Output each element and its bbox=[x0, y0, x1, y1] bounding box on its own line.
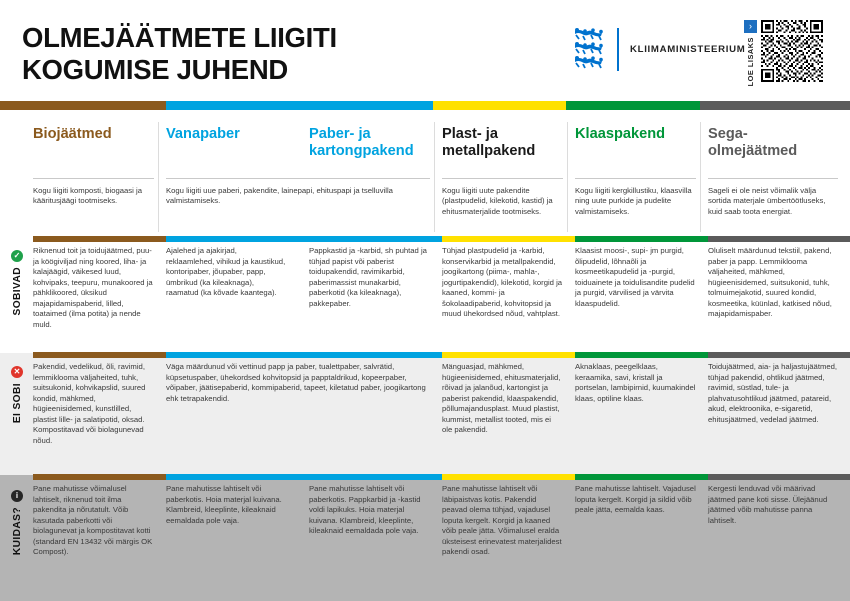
cell-sobivad: Klaasist moosi-, supi- jm purgid, õlipudelid, lõhnaõli ja kosmeetikapudelid ja -purgid, toiduainete ja toidulisandite pudelid ja purgid, värvilised ja värvita klaaspudelid. bbox=[575, 246, 695, 308]
column-rule bbox=[442, 178, 563, 179]
column-description: Kogu liigiti komposti, biogaasi ja kääritusjäägi tootmiseks. bbox=[33, 186, 142, 206]
sorting-table bbox=[0, 110, 850, 601]
page-title bbox=[22, 22, 442, 86]
column-description: Sageli ei ole neist võimalik välja sortida materjale ümbertöötluseks, kuid saab toota energiat. bbox=[708, 186, 826, 216]
ministry-divider bbox=[617, 28, 619, 71]
color-strip-segment bbox=[166, 101, 433, 110]
ministry-branding bbox=[572, 27, 745, 71]
column-header-plast-ja-metallpakend bbox=[442, 126, 575, 159]
column-title: Klaaspakend bbox=[575, 126, 666, 142]
row-label-ei-sobi bbox=[3, 366, 31, 423]
column-description: Kogu liigiti kergkillustiku, klaasvilla ning uute purkide ja pudelite valmistamiseks. bbox=[575, 186, 692, 216]
qr-code-icon[interactable] bbox=[761, 20, 823, 82]
column-title: Vanapaber bbox=[166, 126, 240, 142]
cell-ei-sobi: Pakendid, vedelikud, õli, ravimid, lemmiklooma väljaheited, tuhk, suitsukonid, kohvikapslid, suured kondid, mähkmed, hügieenisidemed, kunstlilled, plastist lille- ja salatipotid, oksad. Kompostitavad või biolagunevad nõud. bbox=[33, 362, 146, 445]
column-klaaspakend bbox=[575, 110, 708, 601]
page-title-line2: KOGUMISE JUHEND bbox=[22, 53, 288, 85]
cell-ei-sobi: Mänguasjad, mähkmed, hügieenisidemed, ehitusmaterjalid, rõivad ja jalanõud, kartongist ja paberist pakendid, klaaspakendid, põllumajandusplast. Muud plastist, kummist, metallist tooted, mis ei ole pakendid. bbox=[442, 362, 561, 435]
cell-kuidas: Pane mahutisse lahtiselt või läbipaistvas kotis. Pakendid peavad olema tühjad, vajadusel loputa kergelt. Korgid ja kaaned võib peale jätta. Võimalusel eralda üksteisest erinevatest materjalidest pakendi osad. bbox=[442, 484, 562, 557]
cell-kuidas: Pane mahutisse lahtiselt. Vajadusel loputa kergelt. Korgid ja sildid võib peale jätta, eemalda kaas. bbox=[575, 484, 696, 515]
column-rule bbox=[33, 178, 154, 179]
cell-kuidas: Pane mahutisse lahtiselt või paberkotis. Hoia materjal kuivana. Klambreid, kleeplinte, kileaknaid eemaldada pole vaja. bbox=[166, 484, 282, 525]
cell-sobivad: Oluliselt määrdunud tekstiil, pakend, paber ja papp. Lemmiklooma väljaheited, mähkmed, hügieenisidemed, suitsukonid, tuhk, tolmuimejakotid, suured kondid, kosmeetika, küünlad, katkised nõud, majapidamispaber. bbox=[708, 246, 832, 319]
cell-ei-sobi: Väga määrdunud või vettinud papp ja paber, tualettpaber, salvrätid, küpsetuspaber, ühekordsed kohvitopsid ja papptaldrikud, kopeerpaber, võipaber, jäätisepaberid, kommipaberid, tapeet, kiletatud paber, joogikartong ehk tetrapakendid. bbox=[166, 362, 426, 403]
cell-sobivad: Riknenud toit ja toidujäätmed, puu- ja köögiviljad ning koored, liha- ja kalajäägid, väikesed luud, kohvipaks, teepuru, munakoored ja pähklikoored, üksikud majapidamispaberid, lilled, toataimed (ilma potita) ja nende muld. bbox=[33, 246, 153, 329]
cell-kuidas: Kergesti lenduvad või määrivad jäätmed pane koti sisse. Ülejäänud jäätmed võib mahutisse panna lahtiselt. bbox=[708, 484, 828, 525]
row-label-sobivad-text: SOBIVAD bbox=[11, 267, 23, 316]
page-title-line1: OLMEJÄÄTMETE LIIGITI bbox=[22, 22, 337, 53]
column-paber-ja-kartongpakend bbox=[309, 110, 442, 601]
column-title: Plast- ja metallpakend bbox=[442, 126, 536, 159]
column-description: Kogu liigiti uute pakendite (plastpudelid, kilekotid, kastid) ja ehitusmaterjalide tootmiseks. bbox=[442, 186, 553, 216]
color-strip-segment bbox=[566, 101, 700, 110]
info-circle-icon: i bbox=[11, 490, 23, 502]
chevron-right-icon[interactable]: › bbox=[744, 20, 757, 33]
column-description: Kogu liigiti uue paberi, pakendite, lainepapi, ehituspapi ja tselluvilla valmistamiseks. bbox=[166, 186, 393, 206]
color-strip-segment bbox=[700, 101, 850, 110]
column-title: Biojäätmed bbox=[33, 126, 112, 142]
cell-ei-sobi: Aknaklaas, peegelklaas, keraamika, savi, kristall ja portselan, lambipirnid, kuumakindel klaas, optiline klaas. bbox=[575, 362, 696, 403]
column-header-sega-olmejaatmed bbox=[708, 126, 850, 159]
column-divider bbox=[567, 122, 568, 232]
x-circle-icon: ✕ bbox=[11, 366, 23, 378]
column-title: Sega- olmejäätmed bbox=[708, 126, 798, 159]
cell-ei-sobi: Toidujäätmed, aia- ja haljastujäätmed, tühjad pakendid, ohtlikud jäätmed, ravimid, süstlad, tule- ja plahvatusohtlikud jäätmed, patareid, akud, elektroonika, e-sigaretid, ehitusjäätmed, vedelad jäätmed. bbox=[708, 362, 838, 424]
color-strip-segment bbox=[0, 101, 166, 110]
cell-sobivad: Tühjad plastpudelid ja -karbid, konservikarbid ja metallpakendid, joogikartong (piima-, mahla-, jogurtipakendid), kilekotid, korgid ja kaaned, kommi- ja šokolaadipaberid, kohvitopsid ja muud ühekordsed nõud, vahtplast. bbox=[442, 246, 563, 319]
qr-caption: LOE LISAKS bbox=[746, 37, 755, 87]
category-color-strip bbox=[0, 101, 850, 110]
row-label-gutter bbox=[0, 110, 33, 601]
estonian-coat-of-arms-icon bbox=[572, 27, 606, 71]
color-strip-segment bbox=[433, 101, 566, 110]
column-divider bbox=[434, 122, 435, 232]
column-biojaatmed bbox=[33, 110, 166, 601]
column-header-paber-ja-kartongpakend bbox=[309, 126, 442, 159]
column-divider bbox=[158, 122, 159, 232]
header bbox=[0, 0, 850, 96]
column-divider bbox=[700, 122, 701, 232]
cell-sobivad: Pappkastid ja -karbid, sh puhtad ja tühjad papist või paberist toidupakendid, ravimikarbid, paberimassist munakarbid, paberkotid (ka kileaknaga), pakkepaber. bbox=[309, 246, 427, 308]
column-rule bbox=[708, 178, 838, 179]
column-rule bbox=[575, 178, 696, 179]
cell-kuidas: Pane mahutisse lahtiselt või paberkotis. Pappkarbid ja -kastid voldi lapikuks. Hoia materjal kuivana. Klambreid, kleeplinte, kileaknaid eemaldada pole vaja. bbox=[309, 484, 421, 536]
row-label-sobivad bbox=[3, 250, 31, 315]
qr-link-block[interactable] bbox=[743, 20, 823, 86]
qr-caption-group bbox=[743, 20, 758, 86]
column-plast-ja-metallpakend bbox=[442, 110, 575, 601]
cell-kuidas: Pane mahutisse võimalusel lahtiselt, riknenud toit ilma pakendita ja nõrutatult. Võib kasutada paberkotti või biolagunevat ja kompostitavat kotti (standard EN 13432 või märgis OK Compost). bbox=[33, 484, 153, 557]
cell-sobivad: Ajalehed ja ajakirjad, reklaamlehed, vihikud ja kaustikud, kontoripaber, jõupaber, papp, ümbrikud (ka kileaknaga), raamatud (ka kõvade kaantega). bbox=[166, 246, 286, 298]
column-header-vanapaber bbox=[166, 126, 299, 143]
column-header-klaaspakend bbox=[575, 126, 708, 143]
row-label-kuidas bbox=[3, 490, 31, 555]
column-header-biojaatmed bbox=[33, 126, 166, 143]
row-label-kuidas-text: KUIDAS? bbox=[11, 507, 23, 556]
ministry-name: KLIIMAMINISTEERIUM bbox=[630, 43, 746, 55]
category-columns bbox=[33, 110, 850, 601]
column-title: Paber- ja kartongpakend bbox=[309, 126, 414, 159]
row-label-ei-sobi-text: EI SOBI bbox=[11, 383, 23, 424]
column-sega-olmejaatmed bbox=[708, 110, 850, 601]
check-circle-icon: ✓ bbox=[11, 250, 23, 262]
